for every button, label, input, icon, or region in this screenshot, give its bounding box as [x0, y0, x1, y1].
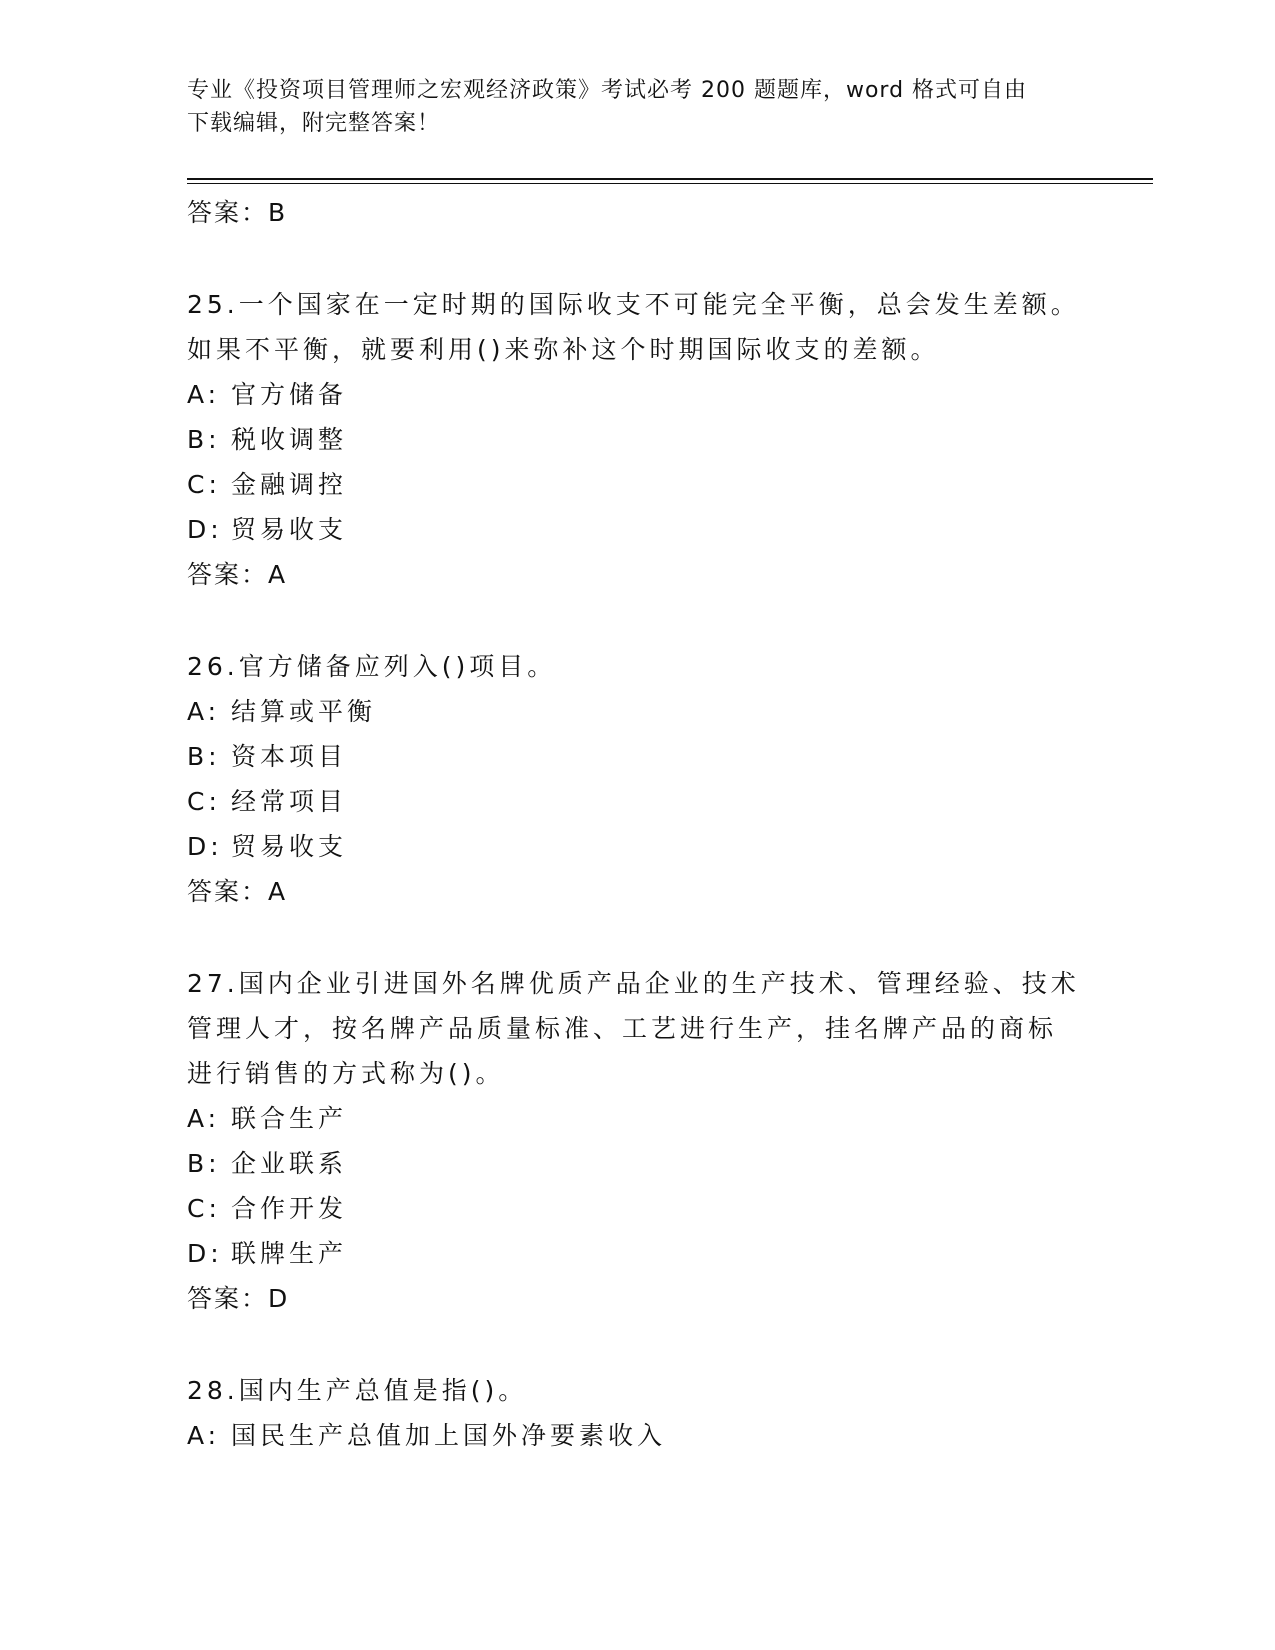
stem-line: 管理人才，按名牌产品质量标准、工艺进行生产，挂名牌产品的商标	[187, 1014, 1058, 1043]
question-27	[187, 961, 1087, 1321]
question-list	[187, 190, 1087, 1458]
stem-line: 25.一个国家在一定时期的国际收支不可能完全平衡，总会发生差额。	[187, 290, 1080, 319]
option-d	[187, 1231, 1087, 1276]
spacer	[187, 235, 1087, 282]
option-a	[187, 1413, 1087, 1458]
answer-line: 答案：A	[187, 560, 288, 589]
option-letter: C:	[187, 787, 221, 816]
option-b	[187, 1141, 1087, 1186]
option-text: 经常项目	[231, 787, 348, 816]
option-text: 联牌生产	[231, 1239, 348, 1268]
option-text: 官方储备	[231, 380, 348, 409]
option-letter: B:	[187, 1149, 221, 1178]
header-line-1: 专业《投资项目管理师之宏观经济政策》考试必考 200 题题库，word 格式可自由	[187, 78, 1028, 103]
spacer	[187, 1321, 1087, 1368]
option-a	[187, 372, 1087, 417]
option-text: 企业联系	[231, 1149, 348, 1178]
stem-line: 如果不平衡，就要利用()来弥补这个时期国际收支的差额。	[187, 335, 940, 364]
stem-line: 26.官方储备应列入()项目。	[187, 652, 557, 681]
option-text: 金融调控	[231, 470, 348, 499]
question-28	[187, 1368, 1087, 1458]
option-text: 合作开发	[231, 1194, 348, 1223]
question-25	[187, 282, 1087, 597]
stem-line: 进行销售的方式称为()。	[187, 1059, 505, 1088]
spacer	[187, 914, 1087, 961]
option-letter: A:	[187, 697, 221, 726]
option-a	[187, 1096, 1087, 1141]
question-26	[187, 644, 1087, 914]
header-divider-thin	[187, 183, 1153, 184]
previous-answer: 答案：B	[187, 198, 288, 227]
answer-line: 答案：D	[187, 1284, 290, 1313]
option-letter: B:	[187, 742, 221, 771]
option-a	[187, 689, 1087, 734]
option-d	[187, 507, 1087, 552]
option-letter: B:	[187, 425, 221, 454]
stem-line: 28.国内生产总值是指()。	[187, 1376, 528, 1405]
option-letter: A:	[187, 380, 221, 409]
header-divider-thick	[187, 178, 1153, 180]
option-letter: A:	[187, 1104, 221, 1133]
question-stem	[187, 644, 1087, 689]
header-line-2: 下载编辑，附完整答案！	[187, 111, 441, 136]
option-letter: C:	[187, 1194, 221, 1223]
option-text: 贸易收支	[231, 515, 348, 544]
option-letter: A:	[187, 1421, 221, 1450]
answer-line: 答案：A	[187, 877, 288, 906]
stem-line: 27.国内企业引进国外名牌优质产品企业的生产技术、管理经验、技术	[187, 969, 1080, 998]
option-d	[187, 824, 1087, 869]
option-b	[187, 734, 1087, 779]
option-text: 国民生产总值加上国外净要素收入	[231, 1421, 667, 1450]
option-letter: D:	[187, 515, 223, 544]
option-letter: C:	[187, 470, 221, 499]
option-text: 贸易收支	[231, 832, 348, 861]
question-stem	[187, 1368, 1087, 1413]
option-text: 结算或平衡	[231, 697, 377, 726]
option-text: 联合生产	[231, 1104, 348, 1133]
document-header	[187, 74, 1067, 140]
option-text: 资本项目	[231, 742, 348, 771]
option-c	[187, 462, 1087, 507]
option-c	[187, 1186, 1087, 1231]
question-stem	[187, 961, 1087, 1096]
option-text: 税收调整	[231, 425, 348, 454]
option-letter: D:	[187, 832, 223, 861]
option-letter: D:	[187, 1239, 223, 1268]
question-stem	[187, 282, 1087, 372]
option-b	[187, 417, 1087, 462]
spacer	[187, 597, 1087, 644]
option-c	[187, 779, 1087, 824]
